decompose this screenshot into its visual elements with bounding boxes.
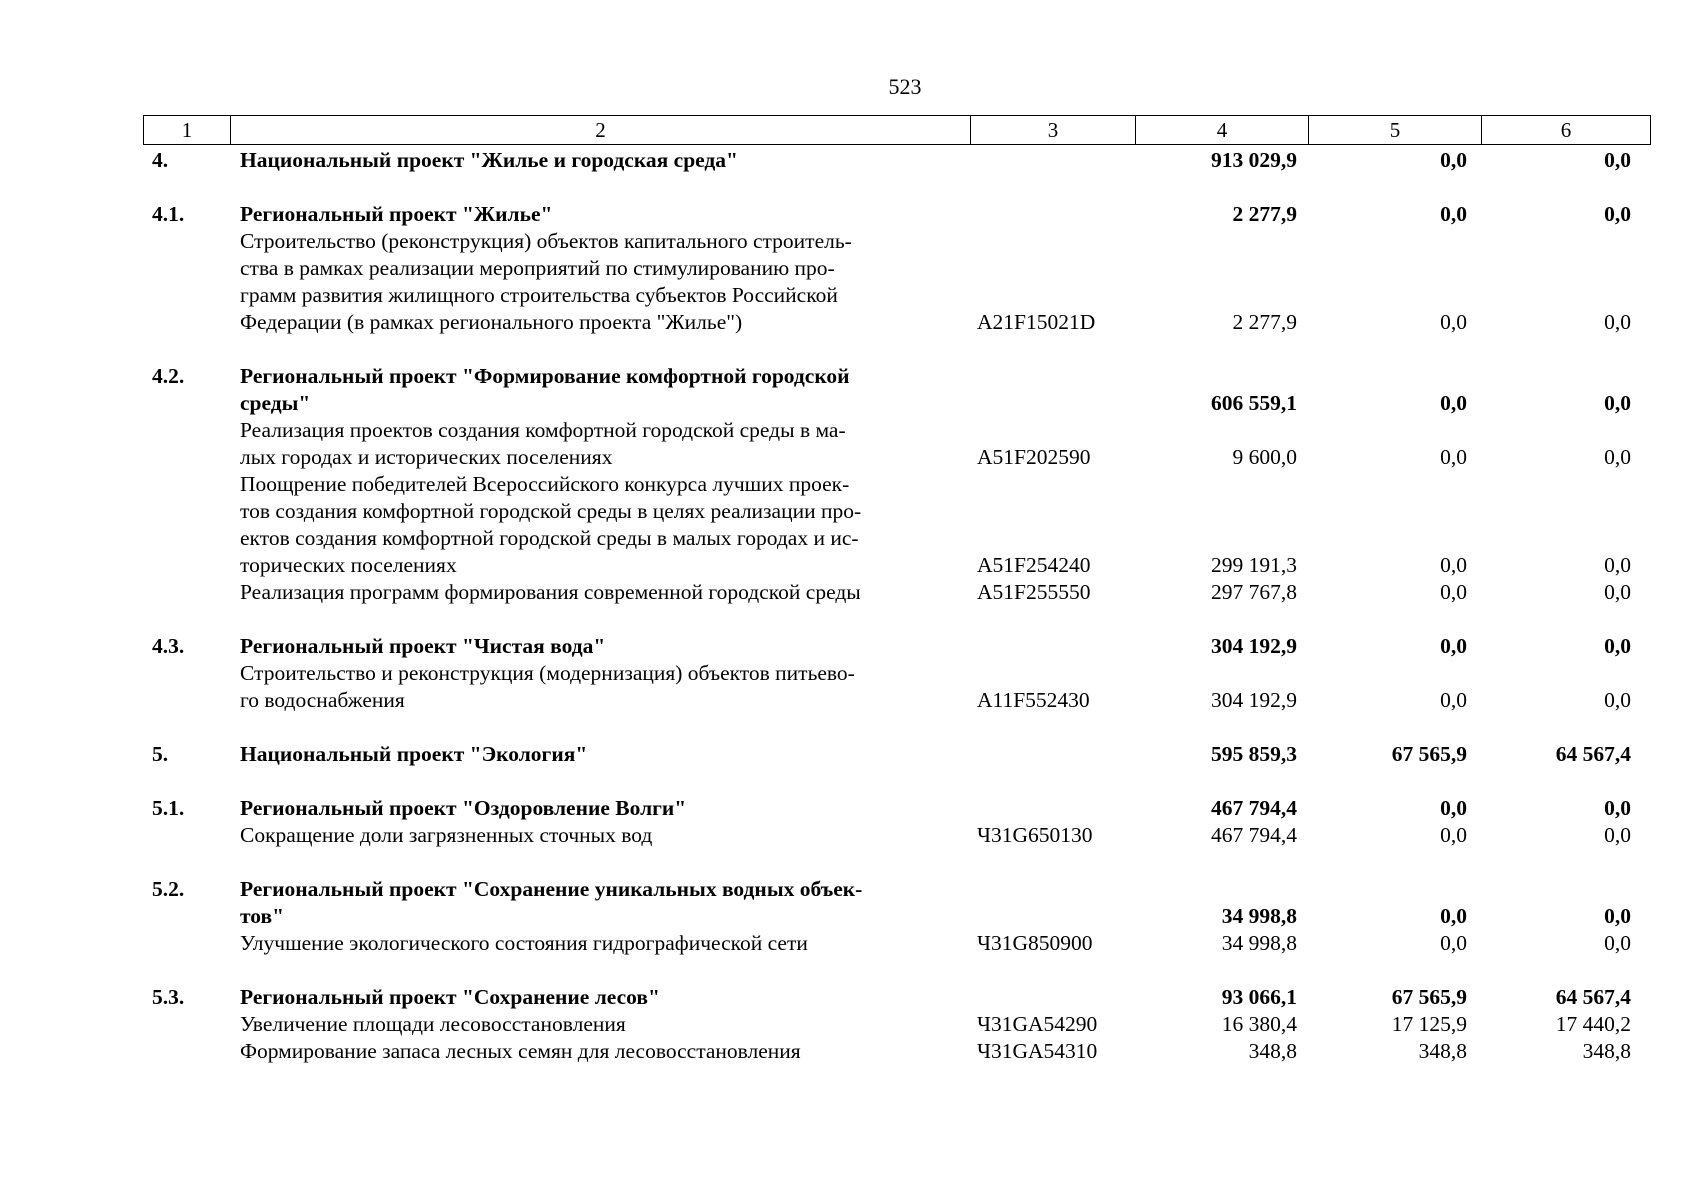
row-title: Улучшение экологического состояния гидрографической сети xyxy=(240,931,808,955)
row-number: 5. xyxy=(152,742,169,766)
table-row xyxy=(0,930,1697,984)
value-col-6: 0,0 xyxy=(1604,310,1631,334)
row-text-line: Региональный проект "Сохранение уникальных водных объек- xyxy=(240,877,863,901)
table-row xyxy=(0,201,1697,228)
value-col-5: 67 565,9 xyxy=(1391,742,1467,766)
value-col-6: 64 567,4 xyxy=(1555,985,1631,1009)
value-col-4: 9 600,0 xyxy=(1232,445,1297,469)
value-col-4: 16 380,4 xyxy=(1221,1012,1297,1036)
page-number: 523 xyxy=(888,74,922,99)
value-col-4: 34 998,8 xyxy=(1221,931,1297,955)
budget-code: Ч31GA54310 xyxy=(977,1039,1098,1063)
table-header-row xyxy=(144,116,1651,145)
table-row xyxy=(0,795,1697,822)
value-col-6: 0,0 xyxy=(1604,148,1631,172)
value-col-4: 297 767,8 xyxy=(1211,580,1297,604)
value-col-5: 0,0 xyxy=(1440,931,1467,955)
value-col-6: 348,8 xyxy=(1582,1039,1631,1063)
budget-code: А51F254240 xyxy=(977,553,1091,577)
row-text-line: торических поселениях xyxy=(240,553,457,577)
value-col-5: 0,0 xyxy=(1440,796,1467,820)
table-row xyxy=(0,984,1697,1011)
value-col-5: 0,0 xyxy=(1440,823,1467,847)
table-row xyxy=(0,579,1697,633)
value-col-6: 0,0 xyxy=(1604,796,1631,820)
value-col-4: 2 277,9 xyxy=(1232,202,1297,226)
row-text-line: грамм развития жилищного строительства субъектов Российской xyxy=(240,283,838,307)
value-col-6: 0,0 xyxy=(1604,904,1631,928)
row-number: 5.2. xyxy=(152,877,185,901)
header-col-1: 1 xyxy=(144,116,231,145)
header-col-5: 5 xyxy=(1309,116,1482,145)
budget-code: Ч31G650130 xyxy=(977,823,1093,847)
table-row xyxy=(0,417,1697,471)
value-col-6: 0,0 xyxy=(1604,202,1631,226)
value-col-5: 348,8 xyxy=(1418,1039,1467,1063)
row-title: Формирование запаса лесных семян для лесовосстановления xyxy=(240,1039,801,1063)
table-row xyxy=(0,1038,1697,1065)
table-row xyxy=(0,147,1697,201)
table-row xyxy=(0,363,1697,417)
budget-code: Ч31GA54290 xyxy=(977,1012,1098,1036)
row-text-line: ства в рамках реализации мероприятий по стимулированию про- xyxy=(240,256,835,280)
value-col-4: 2 277,9 xyxy=(1232,310,1297,334)
row-title: Региональный проект "Оздоровление Волги" xyxy=(240,796,687,820)
row-text-line: го водоснабжения xyxy=(240,688,405,712)
row-title: Региональный проект "Чистая вода" xyxy=(240,634,606,658)
header-col-2: 2 xyxy=(231,116,971,145)
table-row xyxy=(0,633,1697,660)
value-col-6: 0,0 xyxy=(1604,823,1631,847)
table-row xyxy=(0,1011,1697,1038)
value-col-6: 0,0 xyxy=(1604,688,1631,712)
budget-code: А21F15021D xyxy=(977,310,1096,334)
value-col-6: 0,0 xyxy=(1604,931,1631,955)
row-number: 4.3. xyxy=(152,634,185,658)
row-text-line: Федерации (в рамках регионального проекта "Жилье") xyxy=(240,310,743,334)
table-header xyxy=(143,115,1651,145)
value-col-5: 17 125,9 xyxy=(1391,1012,1467,1036)
value-col-5: 0,0 xyxy=(1440,391,1467,415)
value-col-5: 0,0 xyxy=(1440,148,1467,172)
row-text-line: тов" xyxy=(240,904,285,928)
value-col-6: 64 567,4 xyxy=(1555,742,1631,766)
value-col-5: 67 565,9 xyxy=(1391,985,1467,1009)
table-body xyxy=(0,147,1697,1065)
value-col-4: 348,8 xyxy=(1248,1039,1297,1063)
row-number: 5.1. xyxy=(152,796,185,820)
table-row xyxy=(0,228,1697,363)
row-text-line: Строительство (реконструкция) объектов капитального строитель- xyxy=(240,229,852,253)
table-row xyxy=(0,822,1697,876)
row-number: 4.1. xyxy=(152,202,185,226)
budget-code: А51F255550 xyxy=(977,580,1091,604)
budget-code: Ч31G850900 xyxy=(977,931,1093,955)
value-col-6: 0,0 xyxy=(1604,580,1631,604)
header-col-6: 6 xyxy=(1482,116,1651,145)
row-text-line: тов создания комфортной городской среды в целях реализации про- xyxy=(240,499,862,523)
row-number: 4. xyxy=(152,148,169,172)
value-col-4: 913 029,9 xyxy=(1211,148,1297,172)
value-col-5: 0,0 xyxy=(1440,904,1467,928)
value-col-6: 0,0 xyxy=(1604,553,1631,577)
value-col-4: 606 559,1 xyxy=(1211,391,1297,415)
value-col-6: 0,0 xyxy=(1604,391,1631,415)
row-title: Национальный проект "Экология" xyxy=(240,742,588,766)
row-title: Увеличение площади лесовосстановления xyxy=(240,1012,626,1036)
value-col-5: 0,0 xyxy=(1440,553,1467,577)
table-row xyxy=(0,876,1697,930)
budget-code: А11F552430 xyxy=(977,688,1090,712)
row-text-line: Региональный проект "Формирование комфортной городской xyxy=(240,364,850,388)
row-text-line: Поощрение победителей Всероссийского конкурса лучших проек- xyxy=(240,472,850,496)
row-text-line: ектов создания комфортной городской среды в малых городах и ис- xyxy=(240,526,859,550)
value-col-5: 0,0 xyxy=(1440,202,1467,226)
value-col-4: 299 191,3 xyxy=(1211,553,1297,577)
row-number: 5.3. xyxy=(152,985,185,1009)
row-title: Национальный проект "Жилье и городская среда" xyxy=(240,148,738,172)
row-text-line: лых городах и исторических поселениях xyxy=(240,445,613,469)
value-col-4: 34 998,8 xyxy=(1221,904,1297,928)
row-text-line: среды" xyxy=(240,391,311,415)
value-col-6: 0,0 xyxy=(1604,634,1631,658)
table-row xyxy=(0,741,1697,795)
value-col-4: 93 066,1 xyxy=(1221,985,1297,1009)
value-col-6: 0,0 xyxy=(1604,445,1631,469)
value-col-4: 467 794,4 xyxy=(1211,796,1297,820)
value-col-4: 304 192,9 xyxy=(1211,688,1297,712)
table-row xyxy=(0,471,1697,579)
value-col-5: 0,0 xyxy=(1440,688,1467,712)
row-title: Региональный проект "Сохранение лесов" xyxy=(240,985,660,1009)
value-col-5: 0,0 xyxy=(1440,634,1467,658)
value-col-5: 0,0 xyxy=(1440,310,1467,334)
value-col-5: 0,0 xyxy=(1440,445,1467,469)
row-title: Реализация программ формирования современной городской среды xyxy=(240,580,861,604)
row-title: Сокращение доли загрязненных сточных вод xyxy=(240,823,653,847)
row-title: Региональный проект "Жилье" xyxy=(240,202,553,226)
row-text-line: Реализация проектов создания комфортной городской среды в ма- xyxy=(240,418,846,442)
value-col-4: 304 192,9 xyxy=(1211,634,1297,658)
value-col-4: 595 859,3 xyxy=(1211,742,1297,766)
budget-code: А51F202590 xyxy=(977,445,1091,469)
table-row xyxy=(0,660,1697,741)
row-number: 4.2. xyxy=(152,364,185,388)
value-col-6: 17 440,2 xyxy=(1555,1012,1631,1036)
value-col-5: 0,0 xyxy=(1440,580,1467,604)
header-col-4: 4 xyxy=(1136,116,1309,145)
row-text-line: Строительство и реконструкция (модернизация) объектов питьево- xyxy=(240,661,855,685)
value-col-4: 467 794,4 xyxy=(1211,823,1297,847)
header-col-3: 3 xyxy=(971,116,1136,145)
